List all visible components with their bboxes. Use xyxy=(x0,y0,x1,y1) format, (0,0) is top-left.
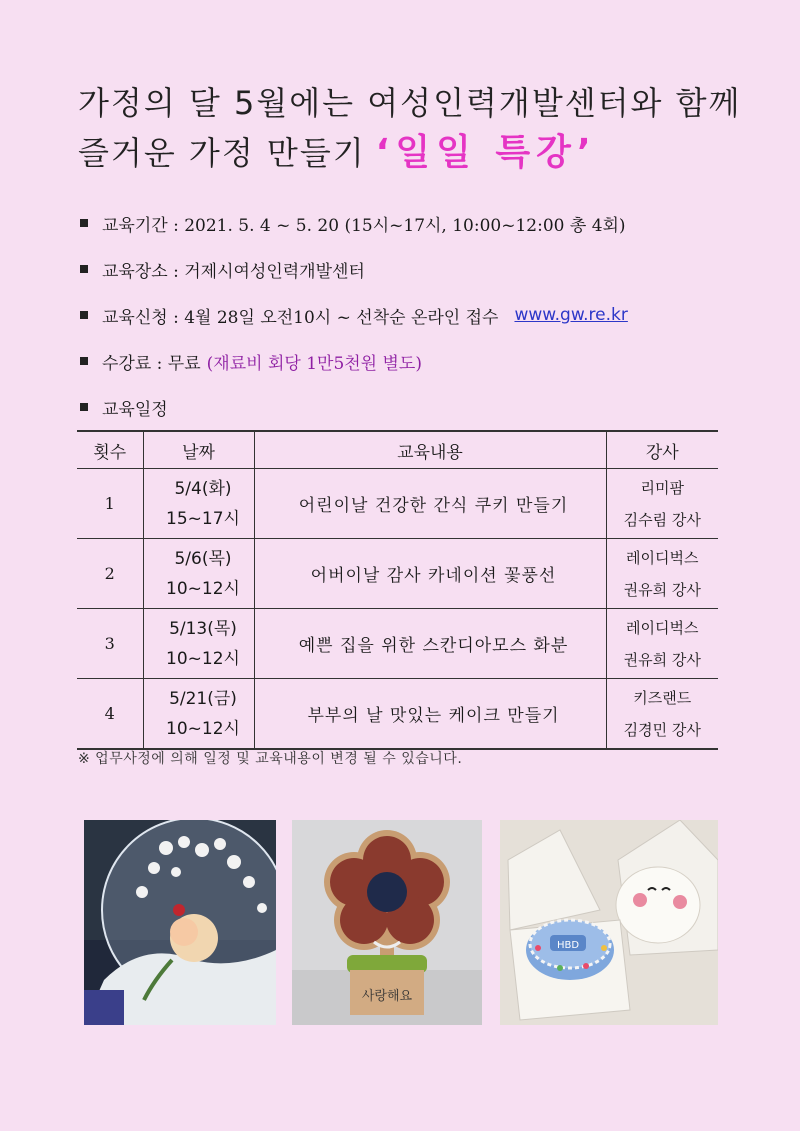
row-no: 4 xyxy=(77,679,143,750)
row-content: 예쁜 집을 위한 스칸디아모스 화분 xyxy=(254,609,606,679)
row-date xyxy=(143,469,254,539)
title-line-1: 가정의 달 5월에는 여성인력개발센터와 함께 xyxy=(78,84,742,122)
title-highlight: ‘일일 특강’ xyxy=(375,132,597,173)
moss-flower-photo xyxy=(292,820,482,1025)
info-apply xyxy=(80,292,740,338)
header-no: 횟수 xyxy=(77,431,143,469)
square-bullet-icon xyxy=(80,403,88,411)
info-period xyxy=(80,200,740,246)
row-teacher: 김수림 강사 xyxy=(623,510,701,529)
header-instructor: 강사 xyxy=(606,431,718,469)
row-instructor xyxy=(606,679,718,750)
row-date xyxy=(143,679,254,750)
table-header-row xyxy=(77,431,718,469)
row-no: 1 xyxy=(77,469,143,539)
balloon-flower-photo xyxy=(84,820,276,1025)
table-row xyxy=(77,609,718,679)
row-date-day: 5/4(화) xyxy=(174,478,232,499)
place-text: 교육장소 : 거제시여성인력개발센터 xyxy=(102,261,365,282)
row-content: 어버이날 감사 카네이션 꽃풍선 xyxy=(254,539,606,609)
header-date: 날짜 xyxy=(143,431,254,469)
title-line-2 xyxy=(78,128,758,178)
row-teacher: 김경민 강사 xyxy=(623,720,701,739)
page-title xyxy=(78,78,758,178)
row-no: 2 xyxy=(77,539,143,609)
notice-text: ※ 업무사정에 의해 일정 및 교육내용이 변경 될 수 있습니다. xyxy=(78,751,463,767)
row-date-day: 5/6(목) xyxy=(174,548,232,569)
square-bullet-icon xyxy=(80,357,88,365)
row-content: 부부의 날 맛있는 케이크 만들기 xyxy=(254,679,606,750)
schedule-label: 교육일정 xyxy=(102,399,168,420)
fee-text: 수강료 : 무료 xyxy=(102,353,201,374)
row-org: 키즈랜드 xyxy=(633,688,692,707)
row-date-time: 10~12시 xyxy=(166,578,240,599)
cake-photo xyxy=(500,820,718,1025)
row-org: 레이디벅스 xyxy=(626,618,699,637)
header-content: 교육내용 xyxy=(254,431,606,469)
row-date-day: 5/13(목) xyxy=(169,618,237,639)
period-text: 교육기간 : 2021. 5. 4 ~ 5. 20 (15시~17시, 10:00~12:00 총 4회) xyxy=(102,215,626,236)
row-date-time: 15~17시 xyxy=(166,508,240,529)
row-teacher: 권유희 강사 xyxy=(623,580,701,599)
row-date-day: 5/21(금) xyxy=(169,688,237,709)
row-date-time: 10~12시 xyxy=(166,718,240,739)
table-row xyxy=(77,539,718,609)
row-date xyxy=(143,539,254,609)
square-bullet-icon xyxy=(80,311,88,319)
info-fee xyxy=(80,338,740,384)
row-instructor xyxy=(606,469,718,539)
square-bullet-icon xyxy=(80,219,88,227)
row-instructor xyxy=(606,609,718,679)
table-row xyxy=(77,679,718,750)
info-list xyxy=(80,200,740,430)
info-schedule xyxy=(80,384,740,430)
row-org: 레이디벅스 xyxy=(626,548,699,567)
cake-text: HBD xyxy=(556,940,580,951)
schedule-table xyxy=(77,430,718,750)
row-date-time: 10~12시 xyxy=(166,648,240,669)
title-line-2-text: 즐거운 가정 만들기 xyxy=(78,134,366,172)
row-date xyxy=(143,609,254,679)
row-instructor xyxy=(606,539,718,609)
square-bullet-icon xyxy=(80,265,88,273)
table-row xyxy=(77,469,718,539)
apply-text: 교육신청 : 4월 28일 오전10시 ~ 선착순 온라인 접수 xyxy=(102,307,499,328)
row-content: 어린이날 건강한 간식 쿠키 만들기 xyxy=(254,469,606,539)
flower-sign-text: 사랑해요 xyxy=(361,989,413,1004)
row-org: 리미팜 xyxy=(640,478,684,497)
apply-link[interactable]: www.gw.re.kr xyxy=(514,305,628,325)
info-place xyxy=(80,246,740,292)
row-teacher: 권유희 강사 xyxy=(623,650,701,669)
row-no: 3 xyxy=(77,609,143,679)
fee-note: (재료비 회당 1만5천원 별도) xyxy=(206,353,422,374)
